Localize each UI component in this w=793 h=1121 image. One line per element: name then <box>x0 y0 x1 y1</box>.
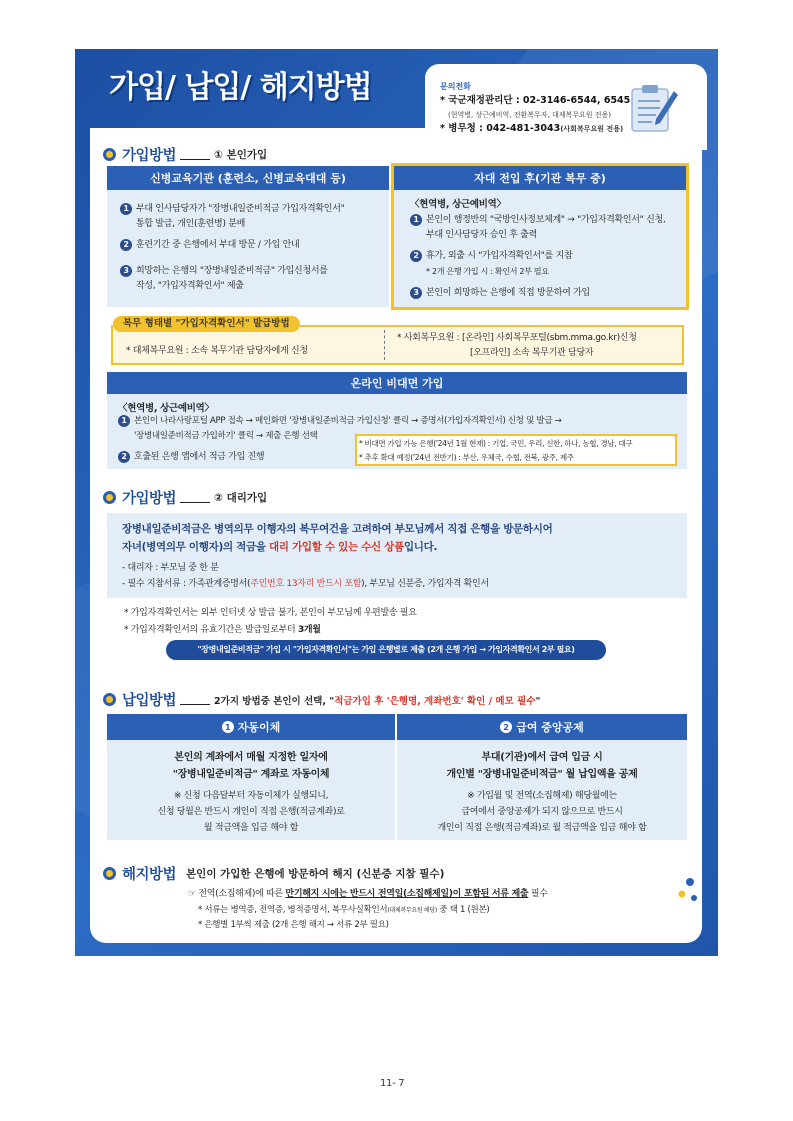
clipboard-icon <box>628 83 680 135</box>
proxy-docs: - 필수 지참서류 : 가족관계증명서(주민번호 13자리 반드시 포함), 부모님 신분증, 가입자격 확인서 <box>122 579 489 589</box>
right-group-label: 〈현역병, 상근예비역〉 <box>410 199 506 210</box>
right-bar: 자대 전입 후(기관 복무 중) <box>394 166 686 190</box>
online-item-2: 2 호출된 은행 앱에서 적금 가입 진행 <box>118 450 264 465</box>
proxy-desc-1: 장병내일준비적금은 병역의무 이행자의 복무여건을 고려하여 부모님께서 직접 은행을 방문하시어 <box>122 523 553 535</box>
left-item-2: 2 훈련기간 중 은행에서 부대 방문 / 가입 안내 <box>120 238 299 253</box>
payroll-l1: 부대(기관)에서 급여 입금 시 <box>481 752 603 763</box>
payroll-l2: 개인별 "장병내일준비적금" 월 납입액을 공제 <box>446 769 638 780</box>
proxy-agent: - 대리자 : 부모님 중 한 분 <box>122 563 219 573</box>
proxy-desc-2: 자녀(병역의무 이행자)의 적금을 대리 가입할 수 있는 수신 상품입니다. <box>122 541 438 553</box>
type-right-2: [오프라인] 소속 복무기관 담당자 <box>470 348 594 358</box>
cancel-line-1: ☞ 전역(소집해제)에 따른 만기해지 시에는 반드시 전역일(소집해제일)이 포함된 서류 제출 필수 <box>188 889 548 899</box>
hexagon-icon <box>103 148 116 161</box>
contact-info <box>440 80 630 136</box>
type-left: * 대체복무요원 : 소속 복무기관 담당자에게 신청 <box>126 346 308 356</box>
proxy-note-1: * 가입자격확인서는 외부 인터넷 상 발급 불가, 본인이 부모님께 우편발송 필요 <box>124 608 417 618</box>
page-number: 11- 7 <box>380 1078 405 1089</box>
auto-n1: ※ 신청 다음달부터 자동이체가 실행되니, <box>173 791 329 801</box>
online-bar: 온라인 비대면 가입 <box>107 372 687 394</box>
online-group-label: 〈현역병, 상근예비역〉 <box>118 403 214 414</box>
proxy-pill: "장병내일준비적금" 가입 시 "가입자격확인서"는 가입 은행별로 제출 (2개 은행 가입 → 가입자격확인서 2부 필요) <box>166 640 606 660</box>
online-note-2: * 추후 확대 예정('24년 전반기) : 부산, 우체국, 수협, 전북, 광주, 제주 <box>359 453 574 462</box>
cancel-heading: 해지방법 본인이 가입한 은행에 방문하여 해지 (신분증 지참 필수) <box>103 863 444 884</box>
left-item-3: 3 희망하는 은행의 "장병내일준비적금" 가입신청서를 작성, "가입자격확인서" 제출 <box>120 264 328 294</box>
cancel-line-2: * 서류는 병역증, 전역증, 병적증명서, 복무사실확인서(대체복무요원 해당) 중 택 1 (원본) <box>198 905 490 915</box>
page-title: 가입/ 납입/ 해지방법 <box>109 70 372 105</box>
payroll-bar: 2 급여 중앙공제 <box>397 714 687 740</box>
dots-decoration-icon <box>672 876 702 916</box>
payment-heading: 납입방법 2가지 방법중 본인이 선택, "적금가입 후 '은행명, 계좌번호' 확인 / 메모 필수" <box>103 689 540 710</box>
auto-transfer-bar: 1 자동이체 <box>107 714 395 740</box>
auto-l1: 본인의 계좌에서 매월 지정한 일자에 <box>174 752 328 763</box>
online-item-1: 1 본인이 나라사랑포털 APP 접속 → 메인화면 '장병내일준비적금 가입신청' 클릭 → 증명서(가입자격확인서) 신청 및 발급 → '장병내일준비적금 가입하기' 클릭 → 제출 은행 선택 <box>118 414 561 444</box>
join-self-heading: 가입방법 ① 본인가입 <box>103 144 267 165</box>
auto-l2: "장병내일준비적금" 계좌로 자동이체 <box>172 769 330 780</box>
right-item-2: 2 휴가, 외출 시 "가입자격확인서"를 지참 * 2개 은행 가입 시 : 확인서 2부 필요 <box>410 249 572 280</box>
type-divider <box>384 330 385 360</box>
left-bar: 신병교육기관 (훈련소, 신병교육대대 등) <box>107 166 389 190</box>
contact-line-2: * 병무청 : 042-481-3043(사회복무요원 전용) <box>440 123 624 134</box>
right-item-1: 1 본인이 행정반의 "국방인사정보체계" → "가입자격확인서" 신청, 부대 인사담당자 승인 후 출력 <box>410 213 665 243</box>
hexagon-icon <box>103 867 116 880</box>
payroll-n2: 급여에서 중앙공제가 되지 않으므로 반드시 <box>461 807 623 817</box>
auto-n3: 월 적금액을 입금 해야 함 <box>203 823 299 833</box>
contact-line-1: * 국군재정관리단 : 02-3146-6544, 6545 <box>440 95 631 106</box>
contact-label: 문의전화 <box>440 82 471 91</box>
contact-line-1-note: (현역병, 상근예비역, 전환복무자, 대체복무요원 전용) <box>448 111 612 119</box>
online-note-1: * 비대면 가입 가능 은행('24년 1월 현재) : 기업, 국민, 우리, 신한, 하나, 농협, 경남, 대구 <box>359 439 633 448</box>
payroll-n3: 개인이 직접 은행(적금계좌)로 월 적금액을 입금 해야 함 <box>437 823 647 833</box>
payroll-n1: ※ 가입월 및 전역(소집해제) 해당월에는 <box>467 791 617 801</box>
type-right-1: * 사회복무요원 : [온라인] 사회복무포털(sbm.mma.go.kr)신청 <box>397 333 637 343</box>
type-tag: 복무 형태별 "가입자격확인서" 발급방법 <box>113 316 300 332</box>
right-item-3: 3 본인이 희망하는 은행에 직접 방문하여 가입 <box>410 286 590 301</box>
hexagon-icon <box>103 491 116 504</box>
auto-n2: 신청 당월은 반드시 개인이 직접 은행(적금계좌)로 <box>157 807 345 817</box>
join-proxy-heading: 가입방법 ② 대리가입 <box>103 487 267 508</box>
cancel-line-3: * 은행별 1부씩 제출 (2개 은행 해지 → 서류 2부 필요) <box>198 920 389 930</box>
left-item-1: 1 부대 인사담당자가 "장병내일준비적금 가입자격확인서" 통합 발급, 개인(훈련병) 분배 <box>120 202 344 232</box>
proxy-note-2: * 가입자격확인서의 유효기간은 발급일로부터 3개월 <box>124 625 321 635</box>
hexagon-icon <box>103 693 116 706</box>
